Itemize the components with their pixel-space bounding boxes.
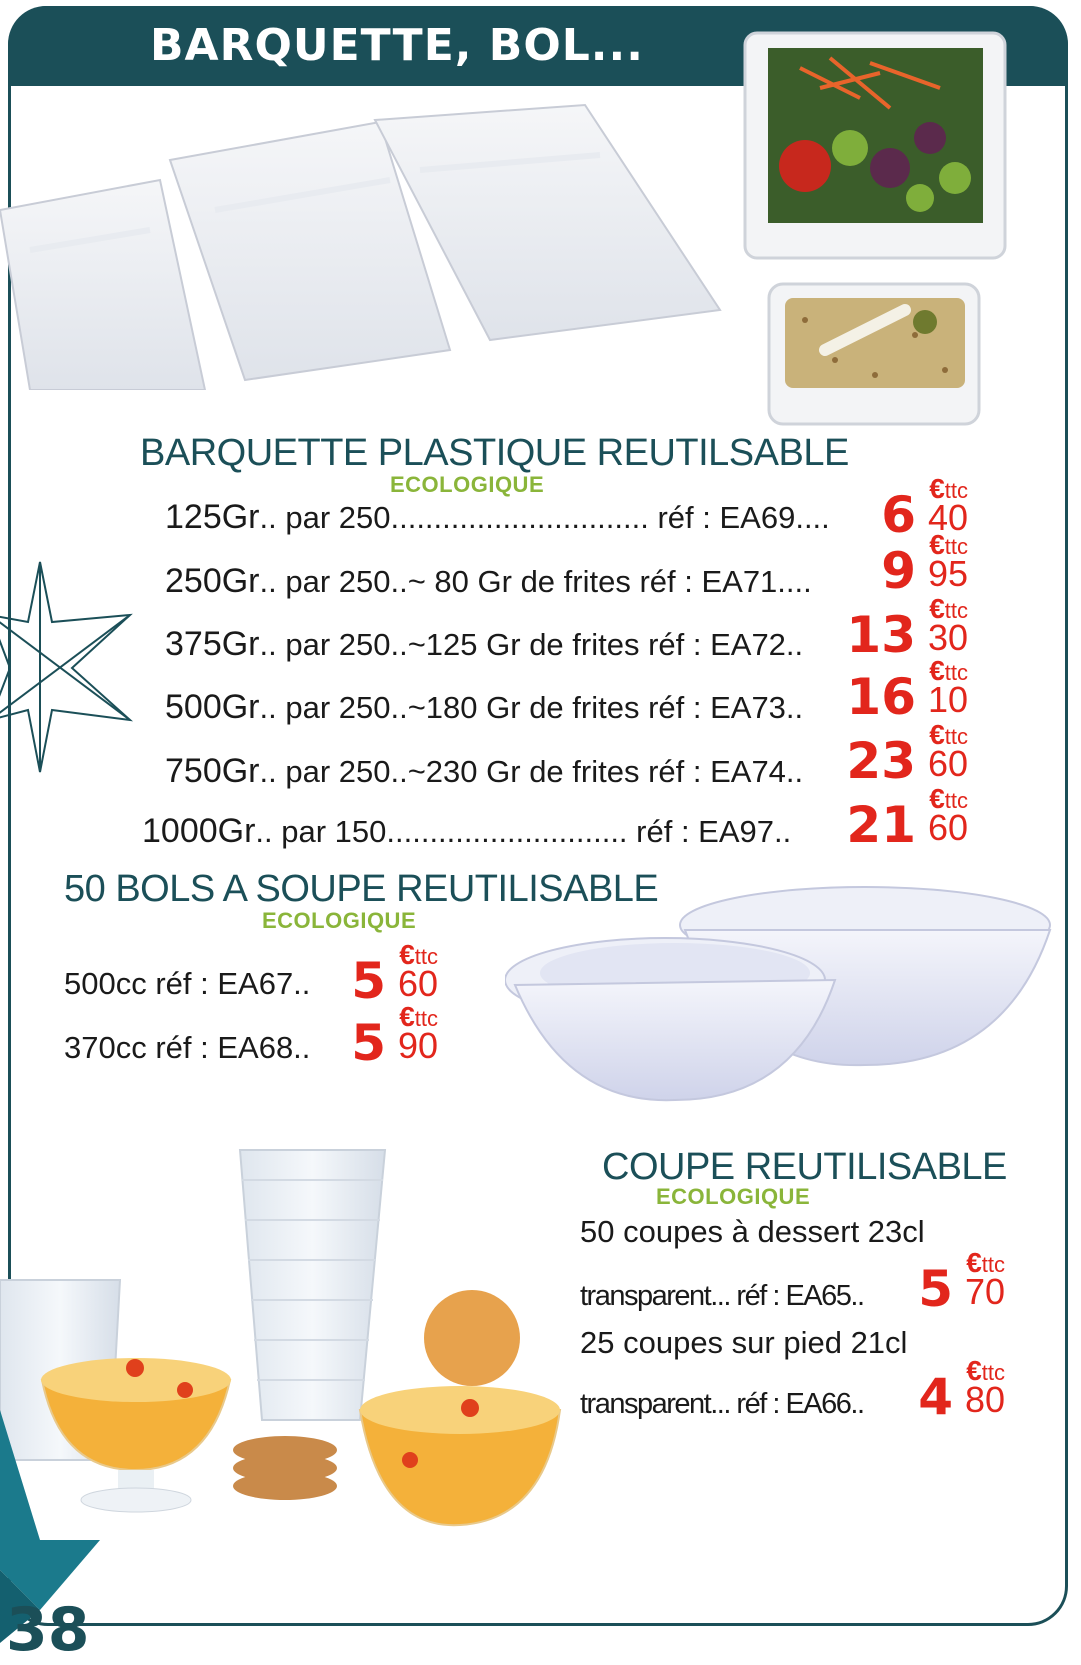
item-size: 250Gr bbox=[165, 562, 260, 600]
price-decimal: 10 bbox=[927, 679, 968, 720]
couscous-tray-image bbox=[765, 280, 985, 435]
price-tag bbox=[828, 719, 968, 790]
price-tag bbox=[828, 655, 968, 726]
price-integer: 6 bbox=[881, 486, 916, 544]
item-text: .. par 250.............................. réf : EA69.... bbox=[259, 500, 830, 535]
item-text: .. par 250..~125 Gr de frites réf : EA72.. bbox=[259, 627, 804, 662]
price-currency: €ttc bbox=[929, 473, 968, 504]
page-number: 38 bbox=[6, 1595, 90, 1665]
item-text: .. par 250..~230 Gr de frites réf : EA74.. bbox=[259, 754, 804, 789]
price-currency: €ttc bbox=[929, 783, 968, 814]
price-currency: €ttc bbox=[929, 719, 968, 750]
price-integer: 9 bbox=[881, 542, 916, 600]
price-integer: 5 bbox=[351, 952, 386, 1010]
item-size: 375Gr bbox=[165, 625, 260, 663]
barquette-section-title: BARQUETTE PLASTIQUE REUTILSABLE bbox=[140, 432, 849, 474]
coupe-desc-1: 50 coupes à dessert 23cl bbox=[580, 1214, 925, 1249]
price-currency: €ttc bbox=[399, 939, 438, 970]
price-decimal: 40 bbox=[927, 497, 968, 538]
item-size: 1000Gr bbox=[142, 812, 256, 850]
barquette-trays-image bbox=[0, 100, 730, 390]
item-size: 750Gr bbox=[165, 752, 260, 790]
price-decimal: 80 bbox=[964, 1379, 1005, 1420]
star-icon bbox=[0, 560, 135, 775]
price-currency: €ttc bbox=[399, 1001, 438, 1032]
price-tag bbox=[298, 1001, 438, 1072]
barquette-item-line bbox=[165, 688, 803, 727]
price-integer: 16 bbox=[846, 668, 916, 726]
item-text: .. par 150............................ réf : EA97.. bbox=[255, 814, 792, 849]
barquette-item-line bbox=[142, 812, 791, 851]
price-tag bbox=[828, 593, 968, 664]
item-text: .. par 250..~ 80 Gr de frites réf : EA71.... bbox=[259, 564, 812, 599]
price-tag bbox=[865, 1247, 1005, 1318]
price-decimal: 95 bbox=[927, 553, 968, 594]
price-decimal: 90 bbox=[397, 1025, 438, 1066]
barquette-item-line bbox=[165, 498, 830, 537]
barquette-item-line bbox=[165, 625, 803, 664]
price-integer: 5 bbox=[351, 1014, 386, 1072]
barquette-item-line bbox=[165, 752, 803, 791]
price-currency: €ttc bbox=[929, 529, 968, 560]
soup-bowls-image bbox=[505, 885, 1065, 1110]
price-tag bbox=[828, 783, 968, 854]
coupe-ref-1: transparent... réf : EA65.. bbox=[580, 1280, 864, 1312]
price-tag bbox=[865, 1355, 1005, 1426]
item-size: 500Gr bbox=[165, 688, 260, 726]
price-tag bbox=[298, 939, 438, 1010]
page-title: BARQUETTE, BOL... bbox=[150, 20, 644, 71]
price-decimal: 70 bbox=[964, 1271, 1005, 1312]
price-integer: 23 bbox=[846, 732, 916, 790]
bols-eco-label: ECOLOGIQUE bbox=[262, 908, 417, 933]
coupe-desc-2: 25 coupes sur pied 21cl bbox=[580, 1325, 908, 1360]
bols-item-line: 500cc réf : EA67.. bbox=[64, 966, 311, 1001]
coupe-ref-2: transparent... réf : EA66.. bbox=[580, 1388, 864, 1420]
price-currency: €ttc bbox=[929, 655, 968, 686]
price-integer: 4 bbox=[918, 1368, 953, 1426]
price-decimal: 60 bbox=[397, 963, 438, 1004]
item-text: .. par 250..~180 Gr de frites réf : EA73.. bbox=[259, 690, 804, 725]
price-decimal: 30 bbox=[927, 617, 968, 658]
price-integer: 13 bbox=[846, 606, 916, 664]
item-size: 125Gr bbox=[165, 498, 260, 536]
barquette-eco-label: ECOLOGIQUE bbox=[390, 472, 545, 497]
price-integer: 5 bbox=[918, 1260, 953, 1318]
barquette-item-line bbox=[165, 562, 812, 601]
price-decimal: 60 bbox=[927, 807, 968, 848]
price-tag bbox=[828, 529, 968, 600]
bols-section-title: 50 BOLS A SOUPE REUTILISABLE bbox=[64, 868, 659, 910]
price-integer: 21 bbox=[846, 796, 916, 854]
coupe-section-title: COUPE REUTILISABLE bbox=[602, 1146, 1007, 1188]
price-currency: €ttc bbox=[966, 1247, 1005, 1278]
coupe-eco-label: ECOLOGIQUE bbox=[656, 1184, 811, 1209]
price-currency: €ttc bbox=[966, 1355, 1005, 1386]
price-decimal: 60 bbox=[927, 743, 968, 784]
bols-item-line: 370cc réf : EA68.. bbox=[64, 1030, 311, 1065]
price-currency: €ttc bbox=[929, 593, 968, 624]
salad-tray-image bbox=[740, 28, 1010, 273]
